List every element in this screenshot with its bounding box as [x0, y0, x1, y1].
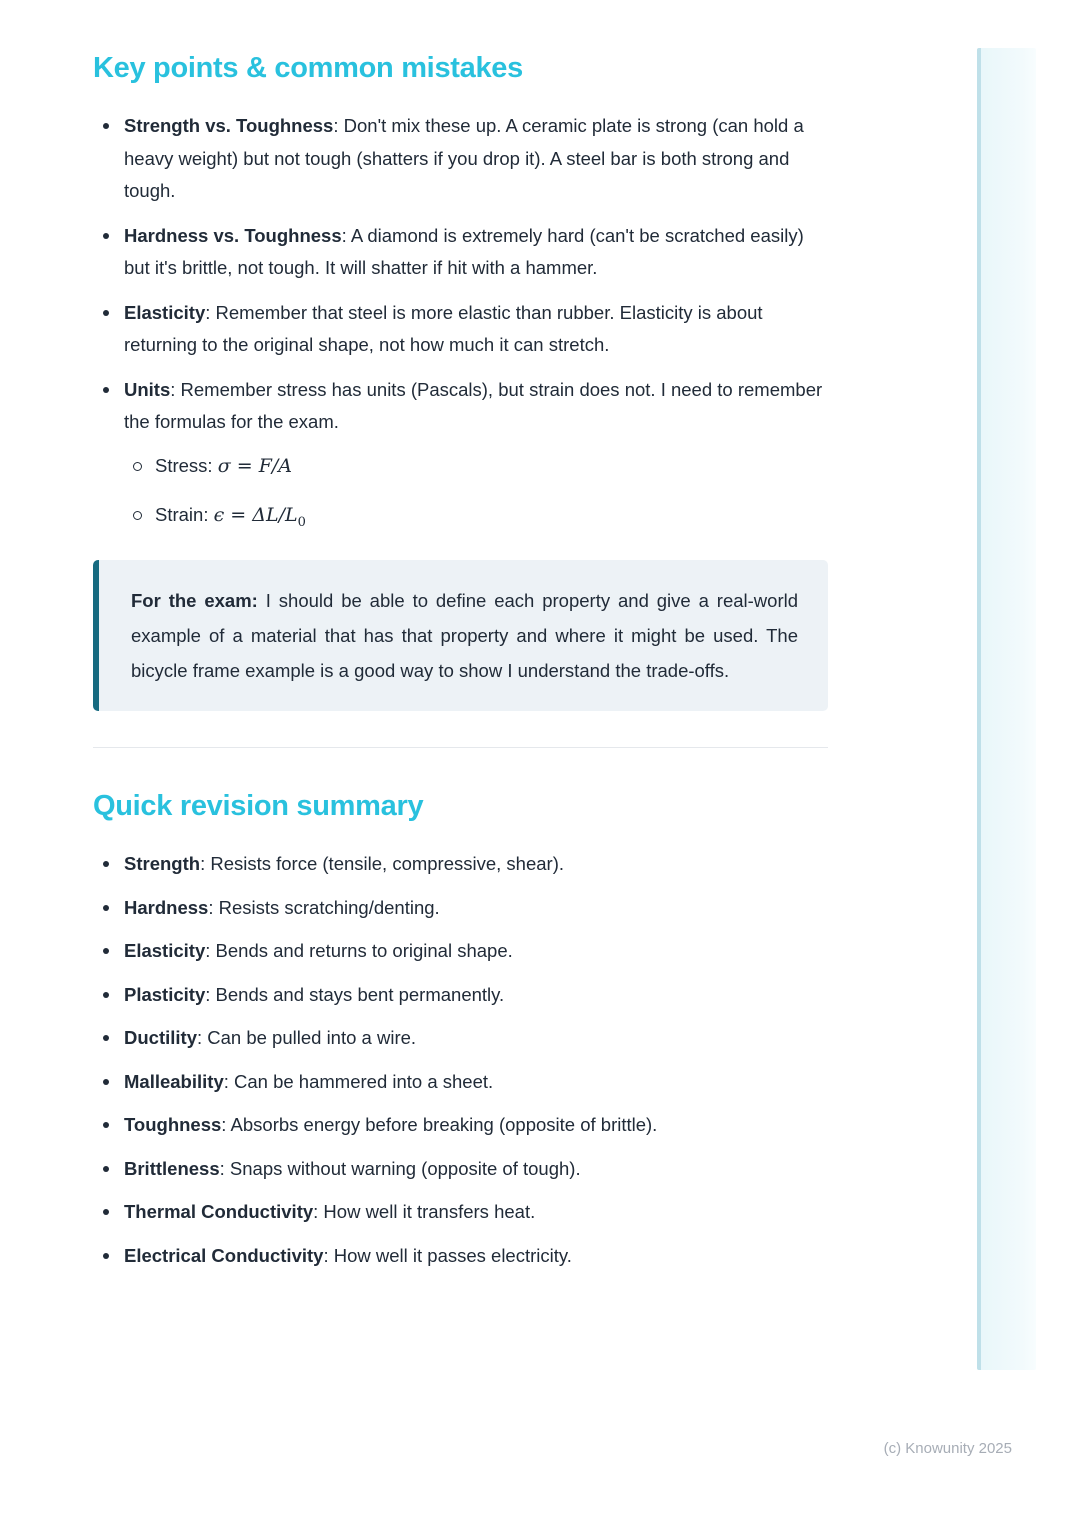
formula-item — [124, 451, 828, 489]
item-term: Thermal Conductivity — [124, 1201, 314, 1223]
callout-text-block — [131, 583, 798, 688]
item-text: : How well it transfers heat. — [313, 1201, 536, 1223]
summary-heading: Quick revision summary — [93, 790, 424, 823]
content-column — [93, 0, 828, 1283]
item-text: : How well it passes electricity. — [323, 1244, 572, 1266]
item-term: Toughness — [124, 1114, 222, 1136]
formula-math: σ = F/A — [217, 454, 292, 477]
list-item — [93, 1022, 828, 1055]
item-term: Units — [124, 378, 171, 400]
list-item — [93, 1066, 828, 1099]
item-text: : A diamond is extremely hard (can't be scratched easily) but it's brittle, not tough. It will shatter if hit with a hammer. — [124, 224, 804, 278]
formula-math: $\epsilon = \Delta L/L_0$ — [213, 504, 306, 531]
item-term: Plasticity — [124, 983, 206, 1005]
summary-list — [93, 848, 828, 1272]
keypoints-list — [93, 110, 828, 538]
formula-label: Stress: — [155, 454, 218, 476]
list-item — [93, 1153, 828, 1186]
item-term: Hardness vs. Toughness — [124, 224, 342, 246]
item-text: : Snaps without warning (opposite of tough). — [219, 1157, 581, 1179]
item-text: : Remember that steel is more elastic than rubber. Elasticity is about returning to the original shape, not how much it can stretch. — [124, 301, 763, 355]
item-text: : Don't mix these up. A ceramic plate is strong (can hold a heavy weight) but not tough (shatters if you drop it). A steel bar is both strong and tough. — [124, 115, 804, 201]
list-item — [93, 848, 828, 881]
list-item — [93, 220, 828, 285]
item-text: : Bends and stays bent permanently. — [205, 983, 505, 1005]
item-term: Ductility — [124, 1027, 197, 1049]
formula-item — [124, 500, 828, 538]
item-text: : Can be hammered into a sheet. — [223, 1070, 494, 1092]
item-term: Strength — [124, 853, 201, 875]
item-text: : Absorbs energy before breaking (opposite of brittle). — [221, 1114, 658, 1136]
section-divider — [93, 747, 828, 748]
list-item — [93, 1196, 828, 1229]
list-item — [93, 935, 828, 968]
list-item — [93, 979, 828, 1012]
item-term: Electrical Conductivity — [124, 1244, 324, 1266]
callout-term: For the exam: — [131, 590, 258, 612]
item-text: : Can be pulled into a wire. — [196, 1027, 417, 1049]
item-term: Hardness — [124, 896, 209, 918]
list-item — [93, 297, 828, 362]
item-term: Elasticity — [124, 301, 206, 323]
list-item — [93, 110, 828, 208]
item-text: : Bends and returns to original shape. — [205, 940, 513, 962]
formula-list — [124, 451, 828, 539]
copyright-text: (c) Knowunity 2025 — [883, 1440, 1012, 1457]
list-item — [93, 374, 828, 539]
callout-text: I should be able to define each property and give a real-world example of a material that has that property and where it might be used. The bicycle frame example is a good way to show I understand the trade-offs. — [131, 590, 799, 682]
list-item — [93, 1109, 828, 1142]
item-text: : Resists scratching/denting. — [208, 896, 440, 918]
keypoints-heading: Key points & common mistakes — [93, 52, 523, 84]
item-text: : Remember stress has units (Pascals), but strain does not. I need to remember the formulas for the exam. — [124, 378, 823, 432]
page-edge-decoration — [977, 48, 1036, 1370]
list-item — [93, 892, 828, 925]
item-term: Malleability — [124, 1070, 224, 1092]
item-text: : Resists force (tensile, compressive, shear). — [200, 853, 565, 875]
exam-callout — [93, 560, 828, 711]
formula-label: Strain: — [155, 504, 214, 526]
item-term: Strength vs. Toughness — [124, 115, 334, 136]
item-term: Elasticity — [124, 940, 206, 962]
item-term: Brittleness — [124, 1157, 220, 1179]
page-footer — [884, 1440, 1012, 1457]
list-item — [93, 1240, 828, 1273]
